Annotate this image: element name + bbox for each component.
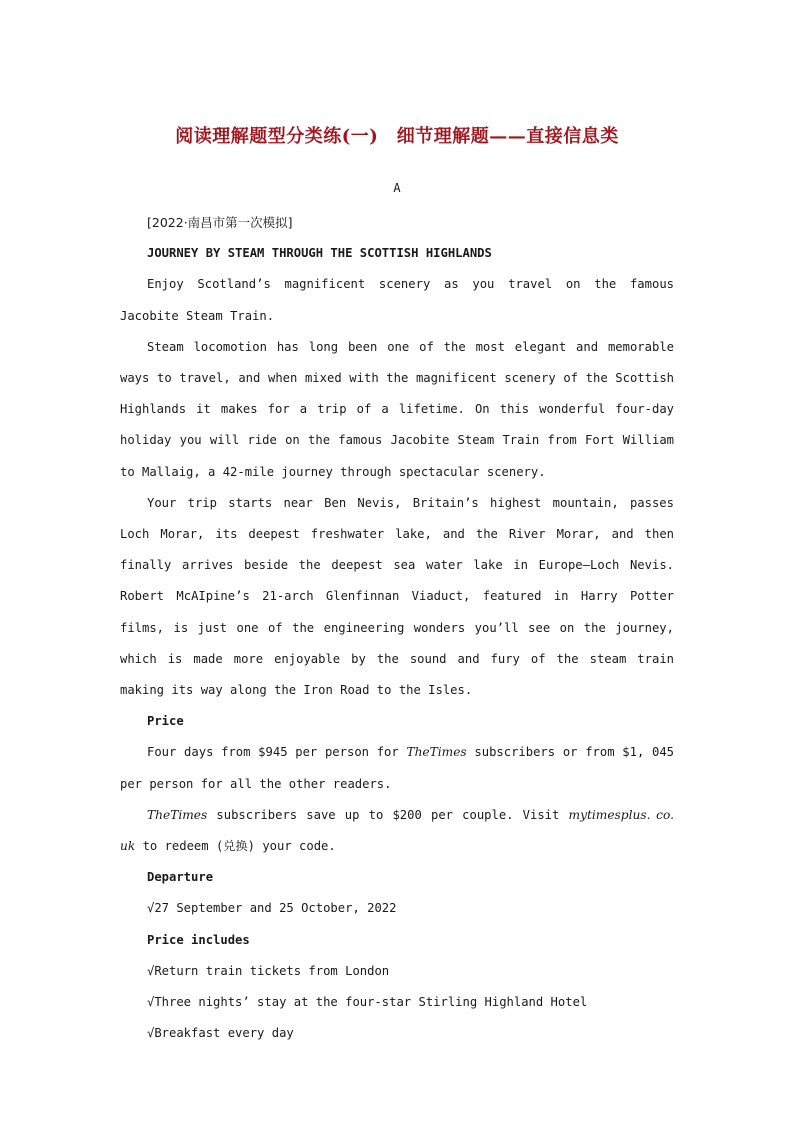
- price-text: subscribers or from $1, 045 per person for all the other readers.: [120, 745, 675, 791]
- section-label: A: [393, 181, 401, 195]
- article-body: [120, 207, 674, 1049]
- includes-item: √Return train tickets from London: [147, 963, 390, 978]
- price-text: subscribers save up to $200 per couple. Visit: [207, 807, 569, 822]
- price-heading: Price: [147, 714, 184, 729]
- includes-item: √Breakfast every day: [147, 1026, 294, 1041]
- times-name: TheTimes: [406, 745, 467, 760]
- paragraph-intro: Enjoy Scotland’s magnificent scenery as you travel on the famous Jacobite Steam Train.: [120, 277, 674, 323]
- price-text: to redeem (兑换) your code.: [135, 839, 336, 854]
- price-text: Four days from $945 per person for: [147, 745, 407, 760]
- price-paragraph-1: [120, 737, 674, 799]
- price-paragraph-2: [120, 800, 674, 862]
- article-heading: JOURNEY BY STEAM THROUGH THE SCOTTISH HIGHLANDS: [147, 246, 492, 261]
- times-name: TheTimes: [147, 807, 208, 822]
- paragraph-trip: Your trip starts near Ben Nevis, Britain’s highest mountain, passes Loch Morar, its deepest freshwater lake, and the River Morar, and then finally arrives beside the deepest sea water lake in Europe—Loch Nevis. Robert McAIpine’s 21-arch Glenfinnan Viaduct, featured in Harry Potter films, is just one of the engineering wonders you’ll see on the journey, which is made more enjoyable by the sound and fury of the steam train making its way along the Iron Road to the Isles.: [120, 495, 674, 698]
- includes-item: √Three nights’ stay at the four-star Stirling Highland Hotel: [147, 995, 588, 1010]
- paragraph-locomotion: Steam locomotion has long been one of the most elegant and memorable ways to travel, and when mixed with the magnificent scenery of the Scottish Highlands it makes for a trip of a lifetime. On this wonderful four-day holiday you will ride on the famous Jacobite Steam Train from Fort William to Mallaig, a 42-mile journey through spectacular scenery.: [120, 339, 674, 479]
- includes-heading: Price includes: [147, 932, 250, 947]
- departure-item: √27 September and 25 October, 2022: [147, 901, 397, 916]
- website-url: mytimesplus. co. uk: [120, 807, 674, 854]
- departure-heading: Departure: [147, 870, 214, 885]
- article-source: [2022·南昌市第一次模拟]: [147, 215, 293, 230]
- page-title: 阅读理解题型分类练(一) 细节理解题——直接信息类: [175, 126, 619, 147]
